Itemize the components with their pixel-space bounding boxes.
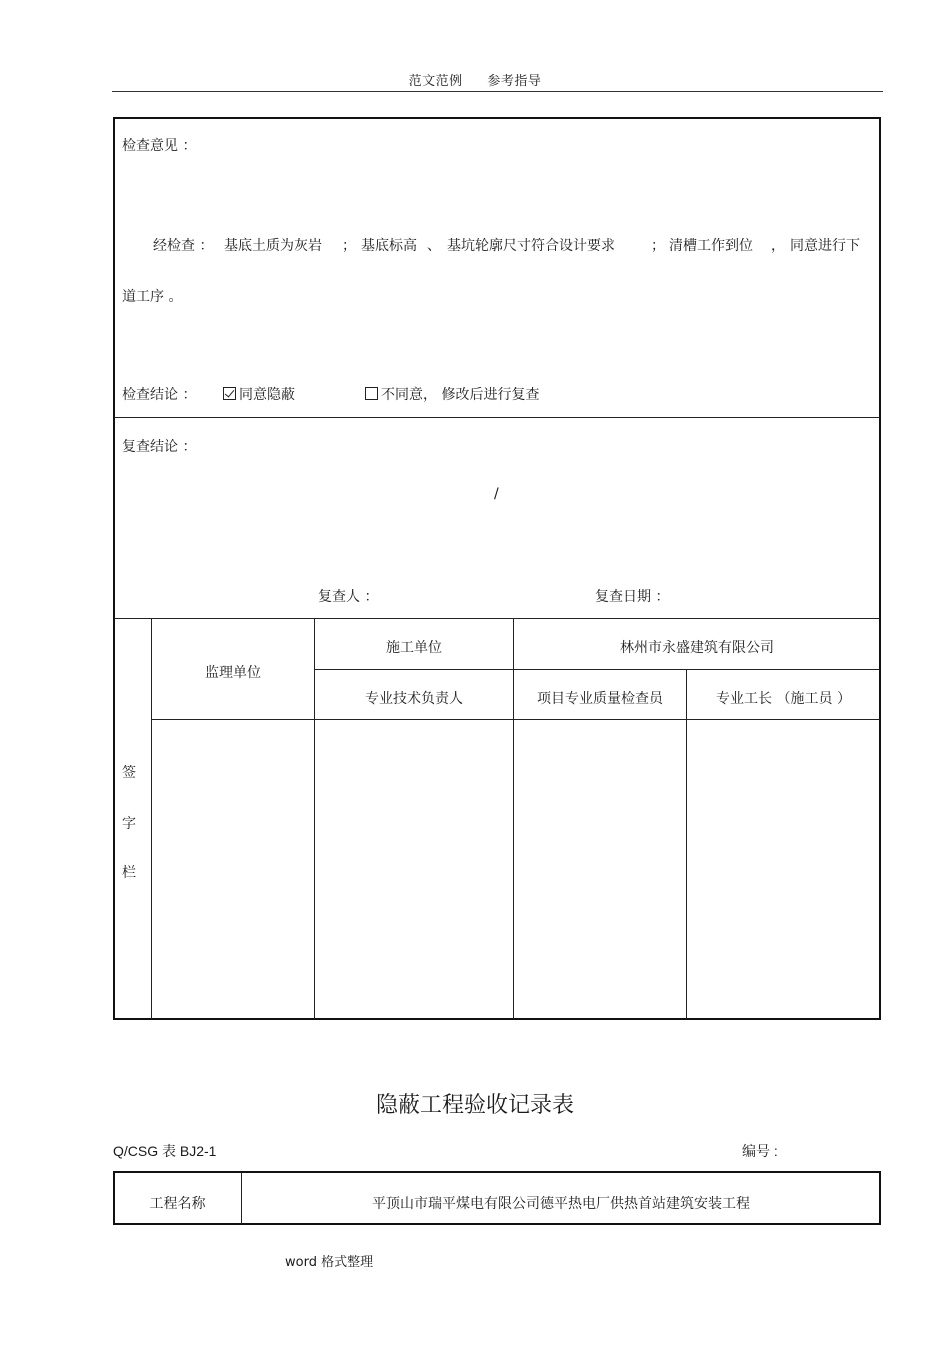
inspection-p6: 基坑轮廓尺寸符合设计要求 [447,238,615,254]
checkbox-empty-icon[interactable] [365,387,378,400]
side-char-3: 栏 [122,865,136,881]
review-label: 复查结论 ： [122,439,197,455]
footer-note: word 格式整理 [285,1255,374,1270]
divider-signature-row2 [152,719,880,720]
supervisor-unit: 监理单位 [205,665,261,681]
agree-option[interactable] [223,384,295,404]
inspection-p10: 同意进行下 [790,238,860,254]
tech-lead: 专业技术负责人 [365,691,463,707]
disagree-option-label: 不同意， 修改后进行复查 [381,387,540,403]
review-slash: / [494,486,499,502]
inspection-p5: 、 [427,238,441,254]
disagree-option[interactable] [365,384,539,404]
construction-unit: 施工单位 [386,640,442,656]
col-divider-supervisor [314,618,315,1019]
review-date-label: 复查日期 ： [595,589,670,605]
project-name-value: 平顶山市瑞平煤电有限公司德平热电厂供热首站建筑安装工程 [372,1196,750,1212]
inspection-line2: 道工序 。 [122,289,183,305]
form-number-label: 编号 : [742,1143,778,1159]
header-left-text: 范文范例 [408,74,463,89]
inspection-p9: ， [771,238,785,254]
side-char-1: 签 [122,765,136,781]
inspection-p7: ； [651,238,665,254]
col-divider-quality [686,669,687,1019]
inspection-p4: 基底标高 [361,238,417,254]
reviewer-label: 复查人 ： [318,589,379,605]
project-name-label: 工程名称 [149,1196,206,1212]
conclusion-label: 检查结论 ： [122,387,197,403]
col-divider-tech [513,618,514,1019]
form-title: 隐蔽工程验收记录表 [375,1093,574,1118]
inspection-p3: ； [342,238,356,254]
inspection-p1: 经检查 ： [153,238,214,254]
header-divider [112,91,883,92]
foreman: 专业工长 （施工员 ） [716,691,851,707]
divider-inspection-review [114,417,880,418]
checkbox-checked-icon[interactable] [223,387,236,400]
quality-inspector: 项目专业质量检查员 [537,691,663,707]
inspection-p8: 清槽工作到位 [669,238,753,254]
page-header [0,70,950,89]
inspection-label: 检查意见 ： [122,138,197,154]
header-right-text: 参考指导 [487,74,542,89]
divider-signature-row1 [315,669,880,670]
inspection-p2: 基底土质为灰岩 [224,238,322,254]
divider-review-signature [114,618,880,619]
agree-option-label: 同意隐蔽 [239,387,295,403]
form-code: Q/CSG 表 BJ2-1 [113,1143,217,1159]
construction-company: 林州市永盛建筑有限公司 [620,640,774,656]
side-char-2: 字 [122,816,136,832]
